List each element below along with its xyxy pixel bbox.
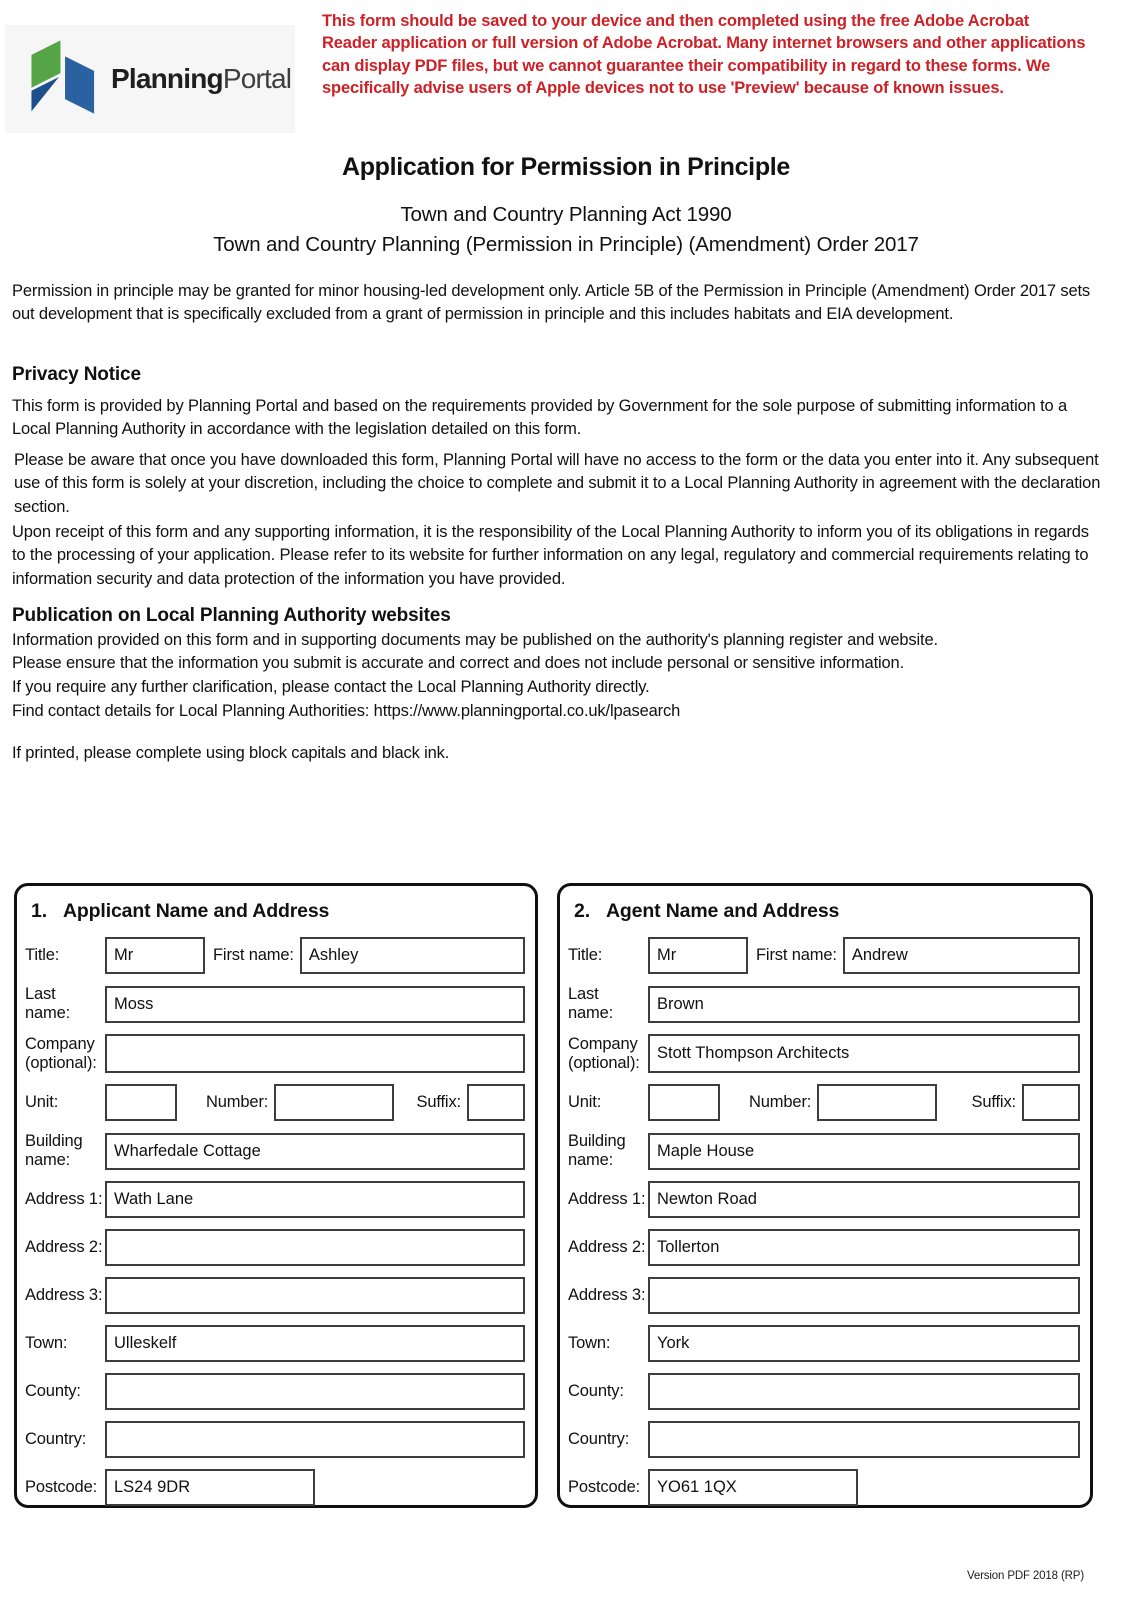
agent-county-input[interactable]	[648, 1373, 1080, 1410]
version-label: Version PDF 2018 (RP)	[966, 1570, 1084, 1582]
applicant-address2-row	[25, 1229, 525, 1266]
print-instruction-line: If printed, please complete using block capitals and black ink.	[12, 744, 450, 762]
applicant-address1-input[interactable]	[105, 1181, 525, 1218]
privacy-notice-heading: Privacy Notice	[12, 364, 141, 385]
applicant-town-row	[25, 1325, 525, 1362]
applicant-last-name-row	[25, 985, 525, 1023]
applicant-company-input[interactable]	[105, 1034, 525, 1073]
applicant-building-row	[25, 1132, 525, 1170]
section-applicant	[14, 883, 538, 1508]
agent-address1-input[interactable]	[648, 1181, 1080, 1218]
agent-country-input[interactable]	[648, 1421, 1080, 1458]
applicant-county-label: County:	[25, 1382, 81, 1400]
page-title: Application for Permission in Principle	[341, 153, 791, 181]
planning-portal-logo-icon	[23, 35, 101, 124]
agent-title-row	[568, 937, 1080, 974]
applicant-address1-label: Address 1:	[25, 1190, 103, 1208]
applicant-county-row	[25, 1373, 525, 1410]
publication-line-3: If you require any further clarification, please contact the Local Planning Authority directly.	[12, 677, 650, 696]
applicant-county-input[interactable]	[105, 1373, 525, 1410]
applicant-postcode-input[interactable]	[105, 1469, 315, 1506]
section-applicant-title: Applicant Name and Address	[62, 900, 330, 922]
applicant-title-input[interactable]	[105, 937, 205, 974]
agent-address3-row	[568, 1277, 1080, 1314]
logo-wordmark-bold: Planning	[111, 63, 223, 94]
agent-building-row	[568, 1132, 1080, 1170]
section-applicant-number: 1.	[31, 900, 47, 922]
applicant-town-input[interactable]	[105, 1325, 525, 1362]
section-agent	[557, 883, 1093, 1508]
agent-suffix-input[interactable]	[1022, 1084, 1080, 1121]
agent-unit-row	[568, 1084, 1080, 1121]
applicant-country-label: Country:	[25, 1430, 87, 1448]
applicant-address3-input[interactable]	[105, 1277, 525, 1314]
agent-title-label: Title:	[568, 946, 603, 964]
applicant-last-name-label: Last name:	[25, 985, 71, 1022]
agent-first-name-input[interactable]	[843, 937, 1080, 974]
agent-unit-label: Unit:	[568, 1093, 602, 1111]
section-agent-number: 2.	[574, 900, 590, 922]
agent-town-input[interactable]	[648, 1325, 1080, 1362]
section-agent-heading	[574, 900, 1080, 923]
applicant-company-row	[25, 1034, 525, 1073]
subtitle-act: Town and Country Planning Act 1990	[400, 203, 732, 226]
applicant-address2-label: Address 2:	[25, 1238, 103, 1256]
agent-last-name-label: Last name:	[568, 985, 614, 1022]
applicant-unit-row	[25, 1084, 525, 1121]
applicant-address2-input[interactable]	[105, 1229, 525, 1266]
agent-country-row	[568, 1421, 1080, 1458]
applicant-suffix-input[interactable]	[467, 1084, 525, 1121]
agent-address2-row	[568, 1229, 1080, 1266]
agent-county-label: County:	[568, 1382, 624, 1400]
agent-last-name-input[interactable]	[648, 986, 1080, 1023]
subtitle-order: Town and Country Planning (Permission in Principle) (Amendment) Order 2017	[213, 233, 919, 256]
applicant-town-label: Town:	[25, 1334, 68, 1352]
agent-address2-label: Address 2:	[568, 1238, 646, 1256]
agent-county-row	[568, 1373, 1080, 1410]
publication-line-2: Please ensure that the information you submit is accurate and correct and does not include personal or sensitive information.	[12, 654, 905, 673]
applicant-suffix-label: Suffix:	[416, 1093, 461, 1111]
agent-unit-input[interactable]	[648, 1084, 720, 1121]
agent-company-label: Company (optional):	[568, 1034, 640, 1072]
agent-postcode-label: Postcode:	[568, 1478, 641, 1496]
agent-building-label: Building name:	[568, 1132, 626, 1169]
agent-address1-label: Address 1:	[568, 1190, 646, 1208]
agent-town-row	[568, 1325, 1080, 1362]
publication-line-1: Information provided on this form and in supporting documents may be published on the authority's planning register and website.	[12, 631, 938, 649]
agent-postcode-input[interactable]	[648, 1469, 858, 1506]
applicant-country-row	[25, 1421, 525, 1458]
agent-address2-input[interactable]	[648, 1229, 1080, 1266]
applicant-address3-label: Address 3:	[25, 1286, 103, 1304]
agent-first-name-label: First name:	[756, 946, 837, 964]
agent-postcode-row	[568, 1469, 1080, 1506]
applicant-number-input[interactable]	[274, 1084, 394, 1121]
applicant-title-label: Title:	[25, 946, 60, 964]
intro-paragraph: Permission in principle may be granted for minor housing-led development only. Article 5B of the Permission in Principle (Amendment) Order 2017 sets out development that is specifically excluded from a grant of permission in principle and this includes habitats and EIA development.	[12, 282, 1091, 324]
agent-town-label: Town:	[568, 1334, 611, 1352]
lpa-contact-line: Find contact details for Local Planning Authorities: https://www.planningportal.co.uk/lpasearch	[12, 702, 681, 720]
applicant-address1-row	[25, 1181, 525, 1218]
applicant-postcode-row	[25, 1469, 525, 1506]
applicant-unit-input[interactable]	[105, 1084, 177, 1121]
applicant-unit-label: Unit:	[25, 1093, 59, 1111]
agent-country-label: Country:	[568, 1430, 630, 1448]
applicant-number-label: Number:	[206, 1093, 269, 1111]
applicant-first-name-input[interactable]	[300, 937, 525, 974]
agent-title-input[interactable]	[648, 937, 748, 974]
applicant-postcode-label: Postcode:	[25, 1478, 98, 1496]
applicant-building-input[interactable]	[105, 1133, 525, 1170]
applicant-address3-row	[25, 1277, 525, 1314]
privacy-paragraph-3: Upon receipt of this form and any supporting information, it is the responsibility of the Local Planning Authority to inform you of its obligations in regards to the processing of your application. Please refer to its website for further information on any legal, regulatory and commercial requirements relating to information security and data protection of the information you have provided.	[12, 523, 1089, 588]
applicant-last-name-input[interactable]	[105, 986, 525, 1023]
section-agent-title: Agent Name and Address	[605, 900, 840, 922]
agent-number-label: Number:	[749, 1093, 812, 1111]
logo-wordmark-light: Portal	[222, 63, 292, 94]
agent-address3-input[interactable]	[648, 1277, 1080, 1314]
logo-wordmark	[111, 63, 291, 95]
privacy-paragraph-2: Please be aware that once you have downloaded this form, Planning Portal will have no access to the form or the data you enter into it. Any subsequent use of this form is solely at your discretion, including the choice to complete and submit it to a Local Planning Authority in agreement with the declaration section.	[14, 451, 1101, 516]
applicant-first-name-label: First name:	[213, 946, 294, 964]
applicant-building-label: Building name:	[25, 1132, 83, 1169]
adobe-warning-text: This form should be saved to your device and then completed using the free Adobe Acrobat Reader application or full version of Adobe Acrobat. Many internet browsers and other applications can display PDF files, but we cannot guarantee their compatibility in regard to these forms. We specifically advise users of Apple devices not to use 'Preview' because of known issues.	[322, 12, 1086, 98]
applicant-company-label: Company (optional):	[25, 1034, 97, 1072]
agent-company-input[interactable]	[648, 1034, 1080, 1073]
agent-suffix-label: Suffix:	[971, 1093, 1016, 1111]
agent-company-row	[568, 1034, 1080, 1073]
agent-address3-label: Address 3:	[568, 1286, 646, 1304]
publication-heading: Publication on Local Planning Authority websites	[12, 605, 451, 626]
section-applicant-heading	[31, 900, 525, 923]
applicant-title-row	[25, 937, 525, 974]
publication-paragraph	[12, 629, 1104, 699]
applicant-country-input[interactable]	[105, 1421, 525, 1458]
agent-address1-row	[568, 1181, 1080, 1218]
agent-last-name-row	[568, 985, 1080, 1023]
privacy-paragraph-1: This form is provided by Planning Portal and based on the requirements provided by Government for the sole purpose of submitting information to a Local Planning Authority in accordance with the legislation detailed on this form.	[12, 397, 1068, 439]
agent-building-input[interactable]	[648, 1133, 1080, 1170]
agent-number-input[interactable]	[817, 1084, 937, 1121]
planning-portal-logo	[5, 25, 295, 133]
form-sections	[14, 883, 1093, 1508]
